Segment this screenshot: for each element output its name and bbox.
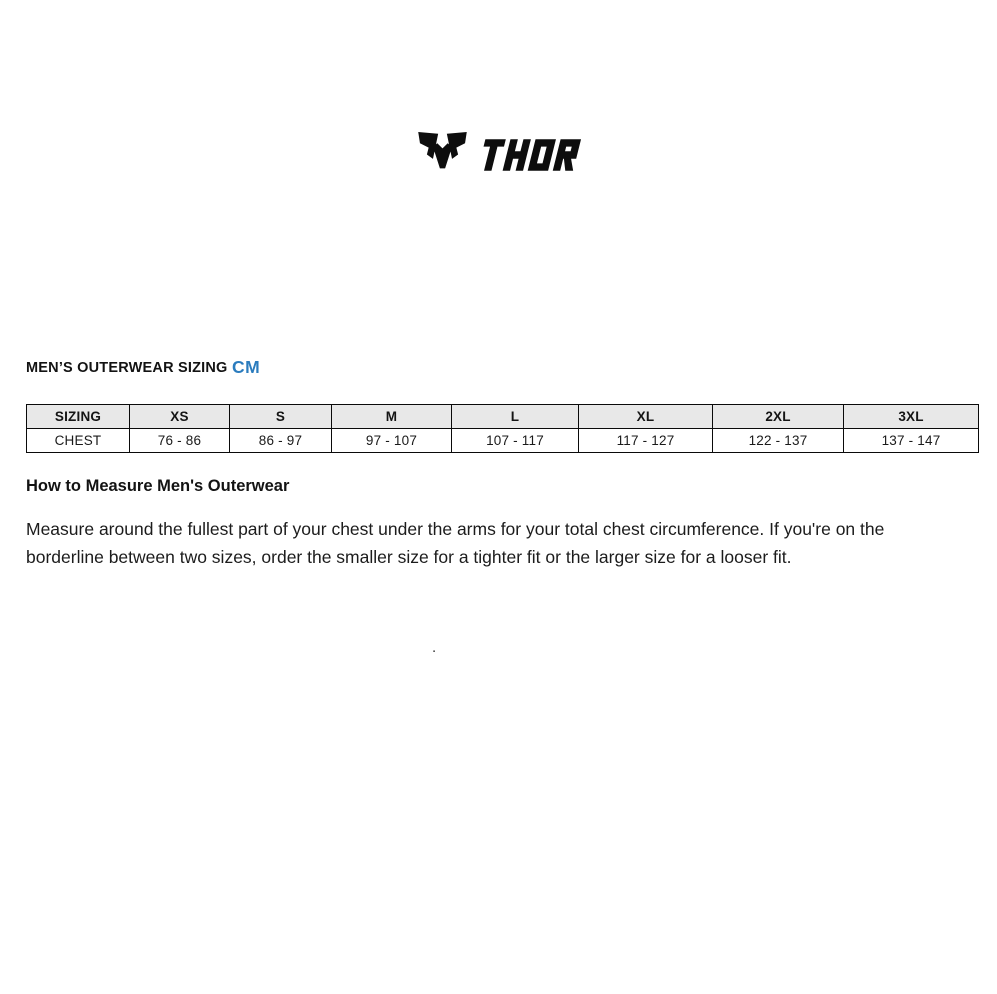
unit-toggle-cm[interactable]: CM	[232, 357, 261, 377]
col-header-xs: XS	[130, 405, 230, 429]
col-header-3xl: 3XL	[844, 405, 979, 429]
chest-value-xs: 76 - 86	[130, 429, 230, 453]
col-header-sizing: SIZING	[27, 405, 130, 429]
col-header-s: S	[230, 405, 332, 429]
thor-wordmark	[477, 139, 581, 171]
col-header-xl: XL	[579, 405, 713, 429]
howto-paragraph: Measure around the fullest part of your chest under the arms for your total chest circumference. If you're on the borderline between two sizes, order the smaller size for a tighter fit or the larger size for a looser fit.	[26, 519, 885, 567]
size-table-header-row	[27, 405, 979, 429]
size-table	[26, 404, 979, 453]
chest-value-3xl: 137 - 147	[844, 429, 979, 453]
sizing-section-title: MEN’S OUTERWEAR SIZING	[26, 360, 228, 376]
chest-value-m: 97 - 107	[332, 429, 452, 453]
howto-heading: How to Measure Men's Outerwear	[26, 477, 290, 495]
col-header-2xl: 2XL	[713, 405, 844, 429]
col-header-l: L	[452, 405, 579, 429]
chest-value-xl: 117 - 127	[579, 429, 713, 453]
thor-horns-icon	[416, 126, 468, 183]
chest-value-s: 86 - 97	[230, 429, 332, 453]
col-header-m: M	[332, 405, 452, 429]
chest-value-l: 107 - 117	[452, 429, 579, 453]
size-table-chest-row	[27, 429, 979, 453]
stray-period: .	[432, 639, 437, 656]
row-label-chest: CHEST	[27, 429, 130, 453]
chest-value-2xl: 122 - 137	[713, 429, 844, 453]
thor-logo	[416, 126, 581, 183]
